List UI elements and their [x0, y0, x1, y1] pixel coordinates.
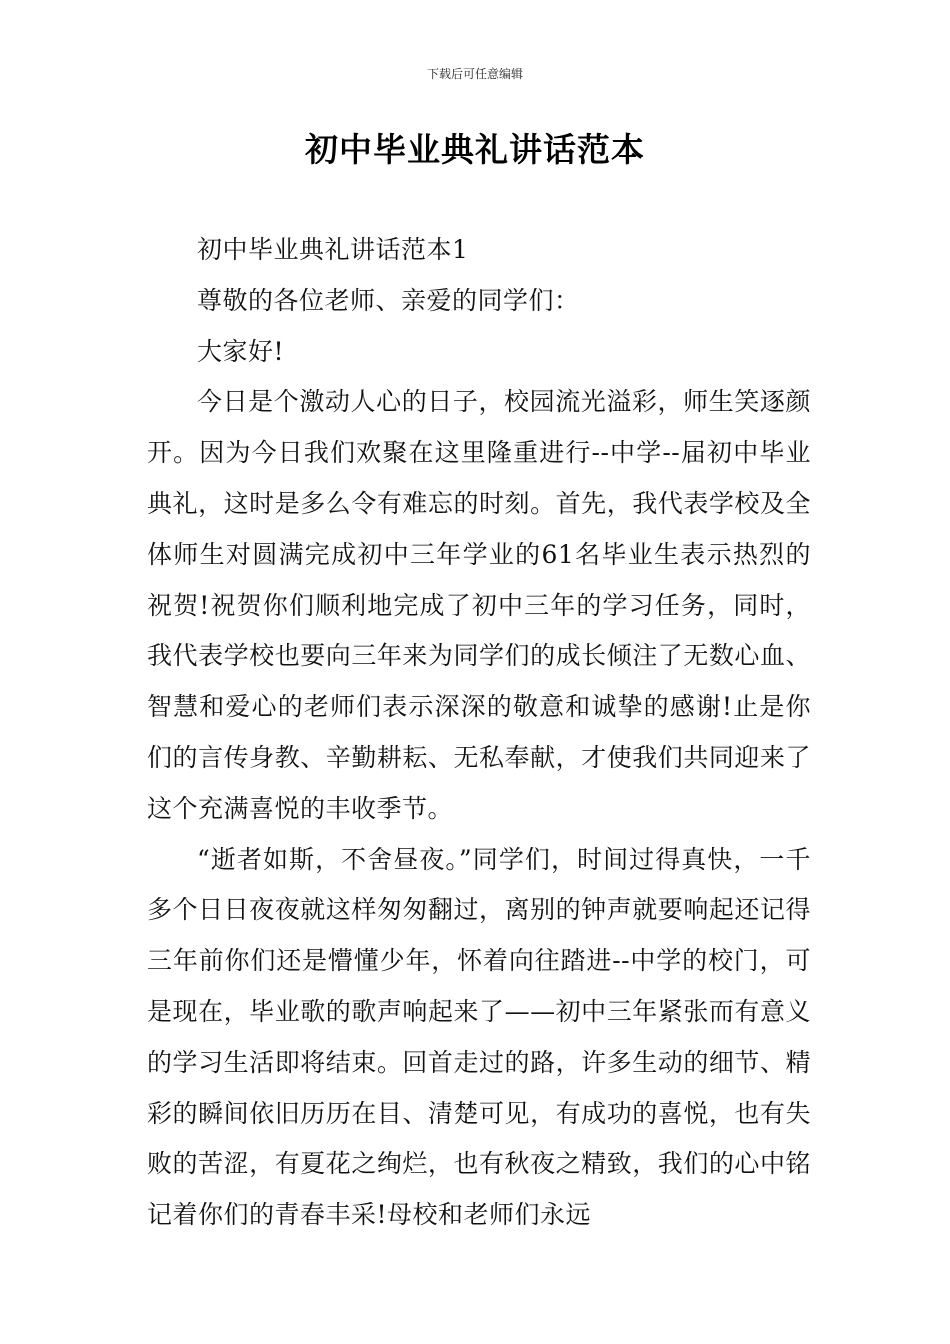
section-heading: 初中毕业典礼讲话范本1	[197, 235, 469, 264]
header-note: 下载后可任意编辑	[426, 67, 523, 81]
salutation: 尊敬的各位老师、亲爱的同学们：	[197, 285, 580, 315]
body-paragraph: “逝者如斯，不舍昼夜。”同学们，时间过得真快，一千多个日日夜夜就这样匆匆翻过，离别的钟声就要响起还记得三年前你们还是懵懂少年，怀着向往踏进--中学的校门，可是现在，毕业歌的歌声响起来了——初中三年紧张而有意义的学习生活即将结束。回首走过的路，许多生动的细节、精彩的瞬间依旧历历在目、清楚可见，有成功的喜悦，也有失败的苦涩，有夏花之绚烂，也有秋夜之精致，我们的心中铭记着你们的青春丰采!母校和老师们永远	[147, 844, 811, 1230]
body-paragraph: 今日是个激动人心的日子，校园流光溢彩，师生笑逐颜开。因为今日我们欢聚在这里隆重进行--中学--届初中毕业典礼，这时是多么令有难忘的时刻。首先，我代表学校及全体师生对圆满完成初中三年学业的61名毕业生表示热烈的祝贺!祝贺你们顺利地完成了初中三年的学习任务，同时，我代表学校也要向三年来为同学们的成长倾注了无数心血、智慧和爱心的老师们表示深深的敬意和诚挚的感谢!止是你们的言传身教、辛勤耕耘、无私奉献，才使我们共同迎来了这个充满喜悦的丰收季节。	[147, 387, 811, 823]
greeting: 大家好!	[197, 336, 285, 366]
document-body	[147, 225, 811, 1241]
document-title: 初中毕业典礼讲话范本	[305, 130, 645, 169]
